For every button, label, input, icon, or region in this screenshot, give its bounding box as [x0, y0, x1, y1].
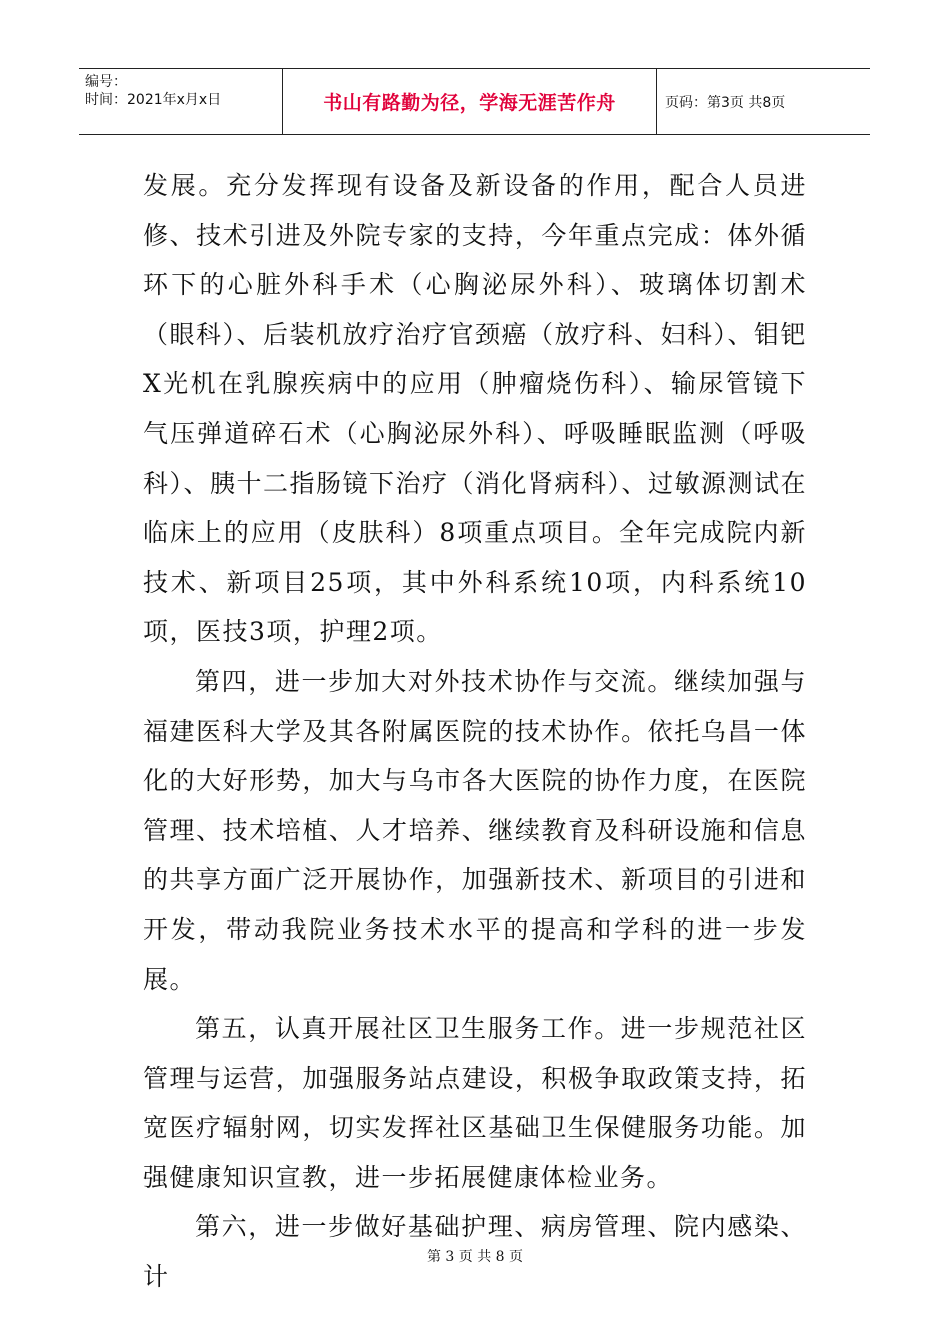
doc-number-label: 编号： [85, 74, 127, 90]
page-footer: 第 3 页 共 8 页 [426, 1249, 524, 1265]
doc-time-label: 时间：2021年x月x日 [85, 92, 222, 108]
page-header [79, 68, 870, 135]
paragraph-continued: 发展。充分发挥现有设备及新设备的作用，配合人员进修、技术引进及外院专家的支持，今年重点完成：体外循环下的心脏外科手术（心胸泌尿外科）、玻璃体切割术（眼科）、后装机放疗治疗官颈癌（放疗科、妇科）、钼钯X光机在乳腺疾病中的应用（肿瘤烧伤科）、输尿管镜下气压弹道碎石术（心胸泌尿外科）、呼吸睡眠监测（呼吸科）、胰十二指肠镜下治疗（消化肾病科）、过敏源测试在临床上的应用（皮肤科）8项重点项目。全年完成院内新技术、新项目25项，其中外科系统10项，内科系统10项，医技3项，护理2项。 [143, 171, 808, 647]
header-motto: 书山有路勤为径，学海无涯苦作舟 [323, 92, 616, 114]
header-info [79, 69, 283, 134]
header-page-code: 页码：第3页 共8页 [665, 94, 786, 111]
paragraph-fifth: 第五，认真开展社区卫生服务工作。进一步规范社区管理与运营，加强服务站点建设，积极争取政策支持，拓宽医疗辐射网，切实发挥社区基础卫生保健服务功能。加强健康知识宣教，进一步拓展健康体检业务。 [143, 1014, 807, 1192]
paragraph-fourth: 第四，进一步加大对外技术协作与交流。继续加强与福建医科大学及其各附属医院的技术协作。依托乌昌一体化的大好形势，加大与乌市各大医院的协作力度，在医院管理、技术培植、人才培养、继续教育及科研设施和信息的共享方面广泛开展协作，加强新技术、新项目的引进和开发，带动我院业务技术水平的提高和学科的进一步发展。 [143, 666, 807, 994]
document-body [143, 161, 807, 1302]
paragraph-sixth: 第六，进一步做好基础护理、病房管理、院内感染、计 [143, 1212, 807, 1292]
header-motto-cell [283, 69, 657, 134]
